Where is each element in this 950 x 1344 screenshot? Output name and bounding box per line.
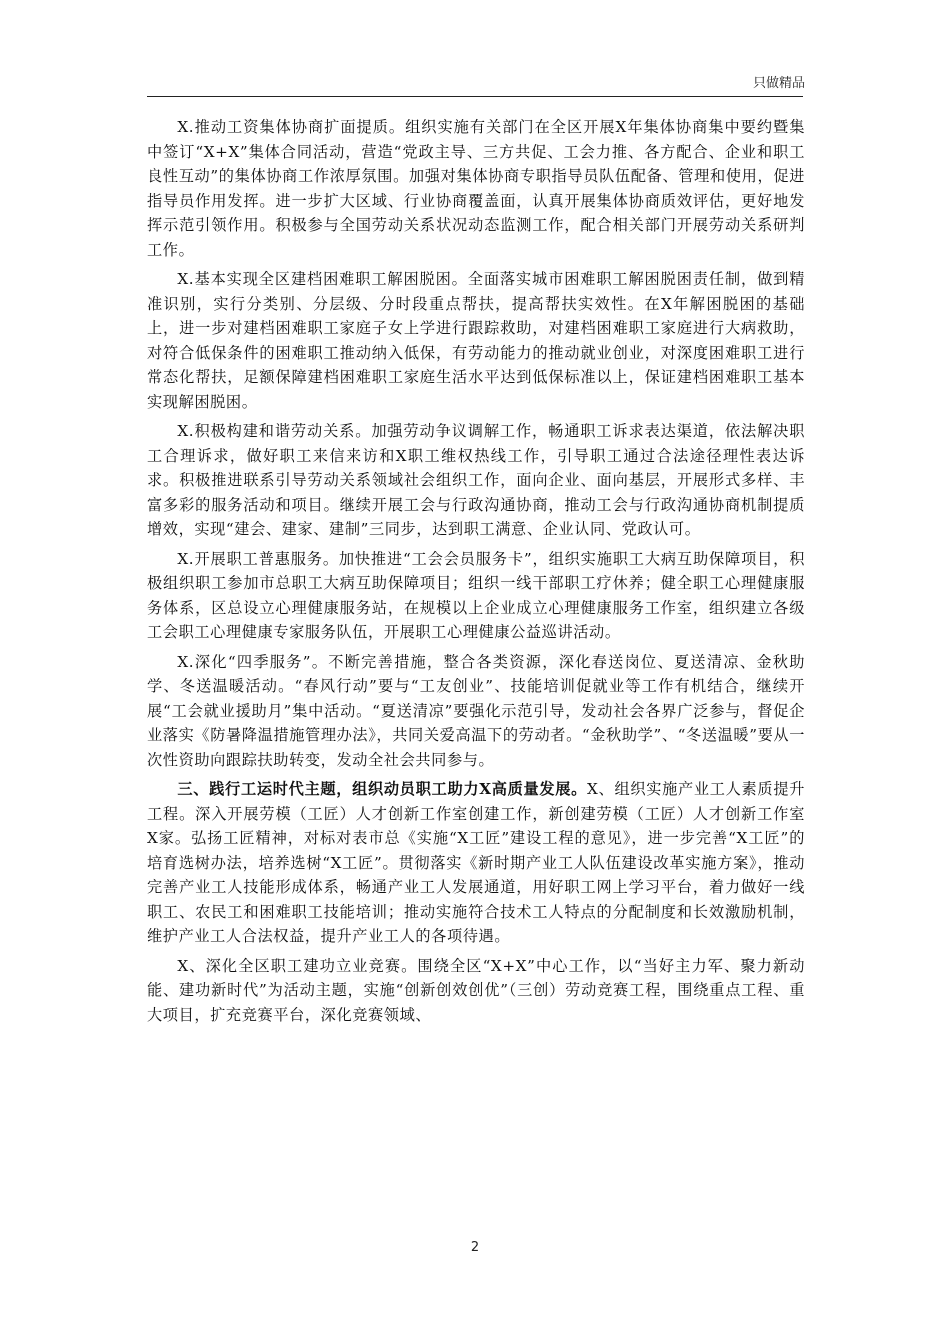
section-heading: 三、践行工运时代主题，组织动员职工助力X高质量发展。	[177, 780, 588, 798]
paragraph-text: X.推动工资集体协商扩面提质。组织实施有关部门在全区开展X年集体协商集中要约暨集中签订“X+X”集体合同活动，营造“党政主导、三方共促、工会力推、各方配合、企业和职工良性互动”的集体协商工作浓厚氛围。加强对集体协商专职指导员队伍配备、管理和使用，促进指导员作用发挥。进一步扩大区域、行业协商覆盖面，认真开展集体协商质效评估，更好地发挥示范引领作用。积极参与全国劳动关系状况动态监测工作，配合相关部门开展劳动关系研判工作。	[147, 118, 805, 259]
header-divider	[147, 96, 803, 97]
paragraph	[147, 547, 805, 645]
document-body	[147, 115, 805, 1032]
paragraph	[147, 419, 805, 542]
paragraph-text: X、深化全区职工建功立业竞赛。围绕全区“X+X”中心工作，以“当好主力军、聚力新动能、建功新时代”为活动主题，实施“创新创效创优”（三创）劳动竞赛工程，围绕重点工程、重大项目，扩充竞赛平台，深化竞赛领域、	[147, 956, 805, 1024]
paragraph-with-section-heading	[147, 777, 805, 949]
paragraph	[147, 115, 805, 262]
paragraph	[147, 954, 805, 1028]
page-number: 2	[470, 1240, 480, 1255]
header-text: 只做精品	[752, 76, 805, 91]
paragraph-text: X、组织实施产业工人素质提升工程。深入开展劳模（工匠）人才创新工作室创建工作，新创建劳模（工匠）人才创新工作室X家。弘扬工匠精神，对标对表市总《实施“X工匠”建设工程的意见》，进一步完善“X工匠”的培育选树办法，培养选树“X工匠”。贯彻落实《新时期产业工人队伍建设改革实施方案》，推动完善产业工人技能形成体系，畅通产业工人发展通道，用好职工网上学习平台，着力做好一线职工、农民工和困难职工技能培训；推动实施符合技术工人特点的分配制度和长效激励机制，维护产业工人合法权益，提升产业工人的各项待遇。	[147, 780, 805, 945]
paragraph	[147, 650, 805, 773]
paragraph	[147, 267, 805, 414]
paragraph-text: X.深化“四季服务”。不断完善措施，整合各类资源，深化春送岗位、夏送清凉、金秋助学、冬送温暖活动。“春风行动”要与“工友创业”、技能培训促就业等工作有机结合，继续开展“工会就业援助月”集中活动。“夏送清凉”要强化示范引导，发动社会各界广泛参与，督促企业落实《防暑降温措施管理办法》，共同关爱高温下的劳动者。“金秋助学”、“冬送温暖”要从一次性资助向跟踪扶助转变，发动全社会共同参与。	[147, 652, 805, 769]
paragraph-text: X.基本实现全区建档困难职工解困脱困。全面落实城市困难职工解困脱困责任制，做到精准识别，实行分类别、分层级、分时段重点帮扶，提高帮扶实效性。在X年解困脱困的基础上，进一步对建档困难职工家庭子女上学进行跟踪救助，对建档困难职工家庭进行大病救助，对符合低保条件的困难职工推动纳入低保，有劳动能力的推动就业创业，对深度困难职工进行常态化帮扶，足额保障建档困难职工家庭生活水平达到低保标准以上，保证建档困难职工基本实现解困脱困。	[147, 270, 805, 411]
paragraph-text: X.开展职工普惠服务。加快推进“工会会员服务卡”，组织实施职工大病互助保障项目，积极组织职工参加市总职工大病互助保障项目；组织一线干部职工疗休养；健全职工心理健康服务体系，区总设立心理健康服务站，在规模以上企业成立心理健康服务工作室，组织建立各级工会职工心理健康专家服务队伍，开展职工心理健康公益巡讲活动。	[147, 549, 805, 641]
paragraph-text: X.积极构建和谐劳动关系。加强劳动争议调解工作，畅通职工诉求表达渠道，依法解决职工合理诉求，做好职工来信来访和X职工维权热线工作，引导职工通过合法途径理性表达诉求。积极推进联系引导劳动关系领域社会组织工作，面向企业、面向基层，开展形式多样、丰富多彩的服务活动和项目。继续开展工会与行政沟通协商，推动工会与行政沟通协商机制提质增效，实现“建会、建家、建制”三同步，达到职工满意、企业认同、党政认可。	[147, 422, 805, 538]
